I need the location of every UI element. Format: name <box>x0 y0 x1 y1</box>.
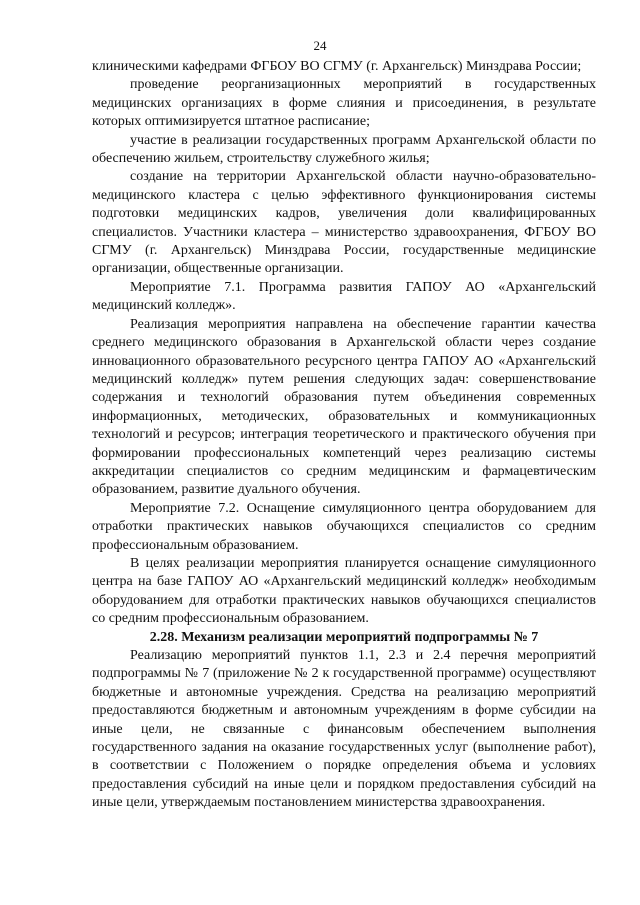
paragraph-continuation: клиническими кафедрами ФГБОУ ВО СГМУ (г. Архангельск) Минздрава России; <box>92 59 582 74</box>
paragraph-measure-7-1-description: Реализация мероприятия направлена на обеспечение гарантии качества среднего медицинского образования в Архангельской области через создание инновационного образовательного ресурсного центра ГАПОУ АО «Архангельский медицинский колледж» путем решения следующих задач: совершенствование содержания и технологий образования путем объединения современных информационных, методических, образовательных и коммуникационных технологий и ресурсов; интеграция теоретического и практического обучения при формировании профессиональных компетенций через реализацию системы аккредитации специалистов со средним медицинским и фармацевтическим образованием, развитие дуального обучения. <box>92 316 596 498</box>
paragraph-housing-programs: участие в реализации государственных программ Архангельской области по обеспечению жильем, строительству служебного жилья; <box>92 132 596 167</box>
paragraph-measure-7-2: Мероприятие 7.2. Оснащение симуляционного центра оборудованием для отработки практических навыков обучающихся специалистов со средним профессиональным образованием. <box>92 500 596 553</box>
section-heading: 2.28. Механизм реализации мероприятий подпрограммы № 7 <box>149 629 539 645</box>
paragraph-reorganization: проведение реорганизационных мероприятий в государственных медицинских организациях в форме слияния и присоединения, в результате которых оптимизируется штатное расписание; <box>92 77 596 130</box>
paragraph-measure-7-1: Мероприятие 7.1. Программа развития ГАПОУ АО «Архангельский медицинский колледж». <box>92 279 596 314</box>
paragraph-medical-cluster: создание на территории Архангельской области научно-образовательно-медицинского кластера с целью эффективного функционирования системы подготовки медицинских кадров, увеличения доли квалифицированных специалистов. Участники кластера – министерство здравоохранения, ФГБОУ ВО СГМУ (г. Архангельск) Минздрава России, государственные медицинские организации, общественные организации. <box>92 169 596 277</box>
page-number: 24 <box>313 38 327 53</box>
paragraph-measure-7-2-description: В целях реализации мероприятия планируется оснащение симуляционного центра на базе ГАПОУ АО «Архангельский медицинский колледж» необходимым оборудованием для отработки практических навыков обучающихся специалистов со средним профессиональным образованием. <box>92 555 596 627</box>
paragraph-implementation-mechanism: Реализацию мероприятий пунктов 1.1, 2.3 и 2.4 перечня мероприятий подпрограммы № 7 (приложение № 2 к государственной программе) осуществляют бюджетные и автономные учреждения. Средства на реализацию мероприятий предоставляются бюджетным и автономным учреждениям в форме субсидии на иные цели, не связанные с финансовым обеспечением выполнения государственного задания на оказание государственных услуг (выполнение работ), в соответствии с Положением о порядке определения объема и условиях предоставления субсидий на иные цели и порядком предоставления субсидий на иные цели, утверждаемым постановлением министерства здравоохранения. <box>92 648 596 811</box>
document-body <box>92 58 596 813</box>
